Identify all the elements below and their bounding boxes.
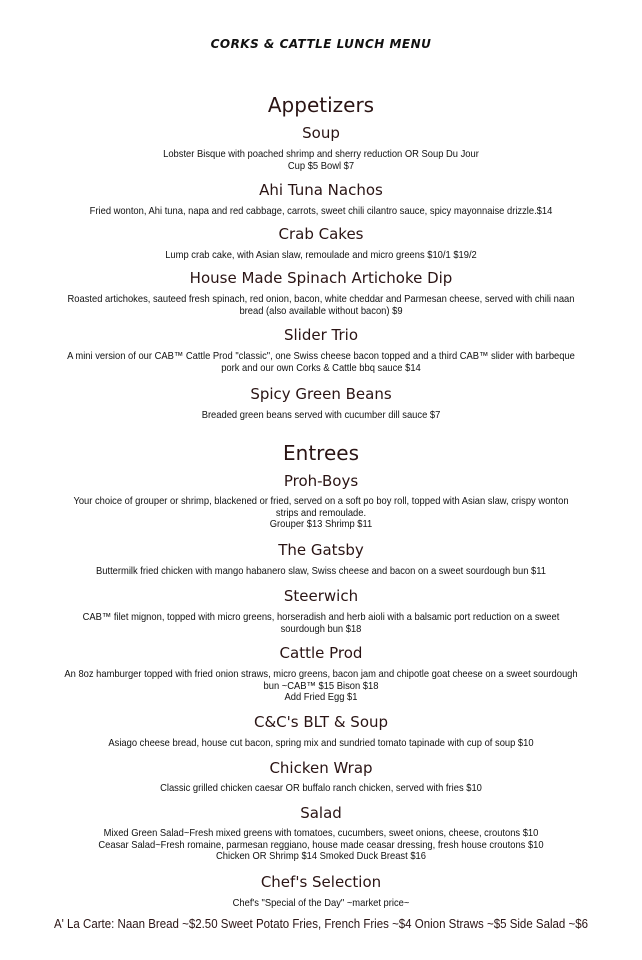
menu-item-name: House Made Spinach Artichoke Dip: [189, 269, 453, 287]
menu-item-name: Cattle Prod: [279, 644, 363, 662]
menu-item-description: [35, 410, 607, 422]
menu-item-description: [35, 898, 607, 910]
menu-item-name: C&C's BLT & Soup: [253, 713, 389, 731]
description-line: Mixed Green Salad~Fresh mixed greens with tomatoes, cucumbers, sweet onions, cheese, croutons $10: [103, 828, 539, 839]
menu-item-description: [35, 206, 607, 218]
section-heading-appetizers: Appetizers: [267, 93, 375, 117]
menu-item-name: Salad: [300, 804, 342, 822]
price-line: Grouper $13 Shrimp $11: [269, 519, 373, 530]
menu-item-name: Chef's Selection: [260, 873, 382, 891]
description-line: An 8oz hamburger topped with fried onion straws, micro greens, bacon jam and chipotle goat cheese on a sweet sourdough: [64, 669, 578, 680]
menu-item-description: [35, 351, 607, 374]
description-line: A mini version of our CAB™ Cattle Prod "classic", one Swiss cheese bacon topped and a third CAB™ slider with barbeque: [67, 351, 575, 362]
price-line: Chicken OR Shrimp $14 Smoked Duck Breast $16: [216, 851, 426, 862]
description-line: Fried wonton, Ahi tuna, napa and red cabbage, carrots, sweet chili cilantro sauce, spicy mayonnaise drizzle.$14: [89, 206, 553, 217]
menu-item-name: Chicken Wrap: [269, 759, 373, 777]
description-line: strips and remoulade.: [275, 507, 367, 519]
menu-item-description: [35, 669, 607, 704]
description-line: Breaded green beans served with cucumber dill sauce $7: [201, 410, 441, 421]
menu-item-description: [35, 294, 607, 317]
menu-item-description: [35, 496, 607, 531]
description-line: sourdough bun $18: [280, 623, 362, 635]
description-line: Lobster Bisque with poached shrimp and sherry reduction OR Soup Du Jour: [163, 149, 479, 160]
description-line: bread (also available without bacon) $9: [239, 305, 403, 317]
menu-item-description: [35, 149, 607, 172]
menu-item-description: [35, 828, 607, 863]
description-line: Asiago cheese bread, house cut bacon, spring mix and sundried tomato tapinade with cup of soup $10: [108, 738, 534, 749]
description-line: bun ~CAB™ $15 Bison $18: [263, 680, 379, 692]
menu-item-description: [35, 566, 607, 578]
menu-item-name: Ahi Tuna Nachos: [259, 181, 383, 199]
a-la-carte-line: A' La Carte: Naan Bread ~$2.50 Sweet Potato Fries, French Fries ~$4 Onion Straws ~$5 Side Salad ~$6: [53, 917, 589, 931]
menu-item-description: [35, 783, 607, 795]
menu-item-name: Soup: [302, 124, 340, 142]
description-line: Your choice of grouper or shrimp, blackened or fried, served on a soft po boy roll, topped with Asian slaw, crispy wonton: [73, 496, 569, 507]
price-line: Cup $5 Bowl $7: [287, 160, 355, 172]
price-line: Add Fried Egg $1: [284, 692, 358, 703]
section-heading-entrees: Entrees: [283, 441, 359, 465]
menu-item-name: The Gatsby: [278, 541, 364, 559]
menu-item-name: Steerwich: [283, 587, 359, 605]
description-line: CAB™ filet mignon, topped with micro greens, horseradish and herb aioli with a balsamic port reduction on a sweet: [82, 612, 560, 623]
description-line: Ceasar Salad~Fresh romaine, parmesan reggiano, house made ceasar dressing, fresh house croutons $10: [98, 839, 544, 851]
description-line: Lump crab cake, with Asian slaw, remoulade and micro greens $10/1 $19/2: [165, 250, 477, 261]
menu-item-name: Proh-Boys: [283, 472, 359, 490]
menu-item-description: [35, 738, 607, 750]
description-line: pork and our own Corks & Cattle bbq sauce $14: [221, 362, 421, 374]
description-line: Buttermilk fried chicken with mango habanero slaw, Swiss cheese and bacon on a sweet sourdough bun $11: [96, 566, 546, 577]
description-line: Classic grilled chicken caesar OR buffalo ranch chicken, served with fries $10: [160, 783, 482, 794]
menu-item-description: [35, 250, 607, 262]
menu-item-name: Spicy Green Beans: [250, 385, 392, 403]
menu-title: CORKS & CATTLE LUNCH MENU: [210, 37, 432, 51]
description-line: Roasted artichokes, sauteed fresh spinach, red onion, bacon, white cheddar and Parmesan cheese, served with chili naan: [67, 294, 575, 305]
menu-item-name: Crab Cakes: [278, 225, 364, 243]
menu-item-description: [35, 612, 607, 635]
description-line: Chef's "Special of the Day" ~market price~: [232, 898, 410, 909]
menu-item-name: Slider Trio: [283, 326, 358, 344]
